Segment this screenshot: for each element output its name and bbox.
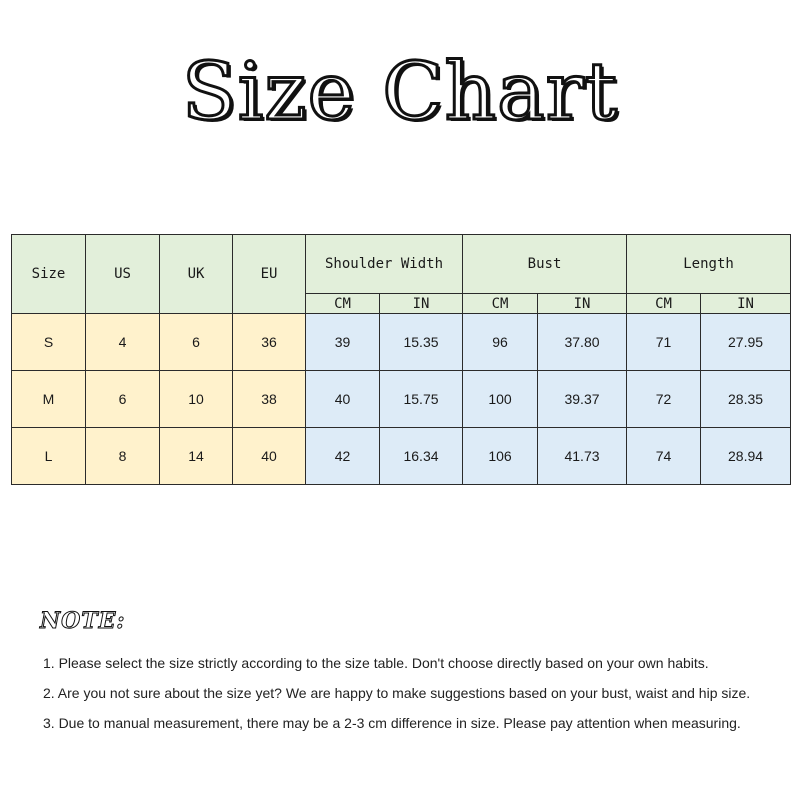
cell-us: 6 — [86, 371, 160, 428]
cell-length-in: 27.95 — [701, 314, 791, 371]
header-length: Length — [627, 235, 791, 294]
unit-bust-cm: CM — [463, 294, 538, 314]
size-table — [11, 234, 791, 485]
cell-uk: 10 — [160, 371, 233, 428]
header-uk: UK — [160, 235, 233, 314]
note-item: 1. Please select the size strictly according to the size table. Don't choose directly based on your own habits. — [43, 655, 709, 671]
cell-shoulder-cm: 40 — [306, 371, 380, 428]
cell-shoulder-in: 16.34 — [380, 428, 463, 485]
cell-shoulder-cm: 42 — [306, 428, 380, 485]
cell-size: M — [12, 371, 86, 428]
note-heading: NOTE: — [40, 608, 126, 634]
cell-uk: 14 — [160, 428, 233, 485]
unit-shoulder-in: IN — [380, 294, 463, 314]
cell-size: L — [12, 428, 86, 485]
cell-bust-in: 41.73 — [538, 428, 627, 485]
table-row — [12, 314, 791, 371]
unit-shoulder-cm: CM — [306, 294, 380, 314]
note-list — [43, 648, 793, 738]
cell-bust-cm: 100 — [463, 371, 538, 428]
cell-eu: 38 — [233, 371, 306, 428]
cell-uk: 6 — [160, 314, 233, 371]
cell-length-in: 28.94 — [701, 428, 791, 485]
cell-eu: 36 — [233, 314, 306, 371]
table-row — [12, 428, 791, 485]
unit-length-cm: CM — [627, 294, 701, 314]
cell-shoulder-in: 15.35 — [380, 314, 463, 371]
page-title: Size Chart — [181, 45, 619, 138]
header-bust: Bust — [463, 235, 627, 294]
header-eu: EU — [233, 235, 306, 314]
cell-length-cm: 74 — [627, 428, 701, 485]
header-size: Size — [12, 235, 86, 314]
unit-bust-in: IN — [538, 294, 627, 314]
note-item: 3. Due to manual measurement, there may be a 2-3 cm difference in size. Please pay attention when measuring. — [43, 715, 741, 731]
cell-us: 4 — [86, 314, 160, 371]
unit-length-in: IN — [701, 294, 791, 314]
cell-shoulder-in: 15.75 — [380, 371, 463, 428]
cell-bust-cm: 96 — [463, 314, 538, 371]
cell-length-cm: 72 — [627, 371, 701, 428]
cell-bust-in: 37.80 — [538, 314, 627, 371]
cell-bust-in: 39.37 — [538, 371, 627, 428]
header-us: US — [86, 235, 160, 314]
cell-us: 8 — [86, 428, 160, 485]
cell-bust-cm: 106 — [463, 428, 538, 485]
cell-length-cm: 71 — [627, 314, 701, 371]
cell-eu: 40 — [233, 428, 306, 485]
cell-length-in: 28.35 — [701, 371, 791, 428]
note-item: 2. Are you not sure about the size yet? We are happy to make suggestions based on your bust, waist and hip size. — [43, 685, 751, 701]
cell-shoulder-cm: 39 — [306, 314, 380, 371]
table-header-row — [12, 235, 791, 294]
cell-size: S — [12, 314, 86, 371]
header-shoulder-width: Shoulder Width — [306, 235, 463, 294]
table-row — [12, 371, 791, 428]
